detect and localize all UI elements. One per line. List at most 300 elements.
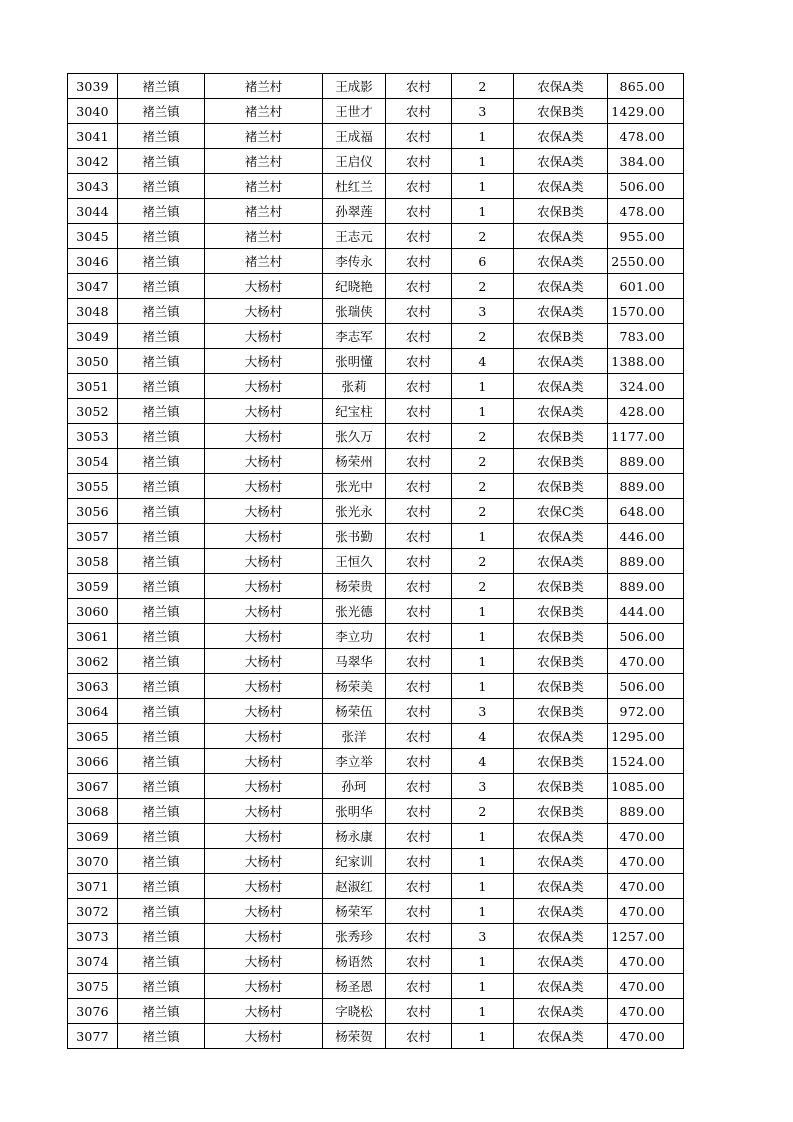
cell-count: 1: [452, 974, 514, 999]
cell-id: 3051: [68, 374, 118, 399]
cell-village: 褚兰村: [205, 249, 323, 274]
cell-town: 褚兰镇: [118, 249, 205, 274]
cell-type: 农村: [386, 624, 452, 649]
cell-type: 农村: [386, 649, 452, 674]
cell-category: 农保A类: [514, 249, 608, 274]
cell-town: 褚兰镇: [118, 724, 205, 749]
cell-id: 3040: [68, 99, 118, 124]
cell-type: 农村: [386, 124, 452, 149]
cell-type: 农村: [386, 374, 452, 399]
cell-village: 大杨村: [205, 274, 323, 299]
table-row: [68, 124, 684, 149]
cell-id: 3076: [68, 999, 118, 1024]
cell-amount: 648.00: [608, 499, 684, 524]
cell-count: 1: [452, 524, 514, 549]
cell-amount: 384.00: [608, 149, 684, 174]
cell-count: 1: [452, 849, 514, 874]
table-row: [68, 774, 684, 799]
cell-type: 农村: [386, 949, 452, 974]
cell-id: 3050: [68, 349, 118, 374]
cell-name: 杨荣贵: [323, 574, 386, 599]
cell-count: 4: [452, 724, 514, 749]
cell-town: 褚兰镇: [118, 824, 205, 849]
cell-count: 2: [452, 324, 514, 349]
cell-name: 杨圣恩: [323, 974, 386, 999]
cell-count: 1: [452, 824, 514, 849]
cell-category: 农保B类: [514, 449, 608, 474]
cell-amount: 889.00: [608, 549, 684, 574]
cell-id: 3063: [68, 674, 118, 699]
cell-town: 褚兰镇: [118, 849, 205, 874]
cell-category: 农保B类: [514, 624, 608, 649]
cell-id: 3072: [68, 899, 118, 924]
cell-town: 褚兰镇: [118, 274, 205, 299]
cell-count: 4: [452, 349, 514, 374]
cell-id: 3053: [68, 424, 118, 449]
cell-count: 1: [452, 949, 514, 974]
cell-type: 农村: [386, 774, 452, 799]
cell-category: 农保A类: [514, 74, 608, 99]
cell-town: 褚兰镇: [118, 949, 205, 974]
cell-id: 3058: [68, 549, 118, 574]
cell-category: 农保B类: [514, 599, 608, 624]
table-row: [68, 724, 684, 749]
cell-town: 褚兰镇: [118, 974, 205, 999]
cell-name: 张莉: [323, 374, 386, 399]
cell-village: 大杨村: [205, 974, 323, 999]
cell-count: 3: [452, 699, 514, 724]
cell-category: 农保A类: [514, 874, 608, 899]
cell-count: 3: [452, 774, 514, 799]
cell-amount: 444.00: [608, 599, 684, 624]
cell-id: 3045: [68, 224, 118, 249]
table-row: [68, 899, 684, 924]
cell-category: 农保B类: [514, 649, 608, 674]
cell-village: 大杨村: [205, 474, 323, 499]
cell-town: 褚兰镇: [118, 124, 205, 149]
cell-amount: 446.00: [608, 524, 684, 549]
cell-category: 农保A类: [514, 149, 608, 174]
cell-type: 农村: [386, 274, 452, 299]
table-row: [68, 749, 684, 774]
cell-type: 农村: [386, 449, 452, 474]
cell-count: 1: [452, 124, 514, 149]
cell-name: 马翠华: [323, 649, 386, 674]
cell-village: 褚兰村: [205, 149, 323, 174]
table-row: [68, 424, 684, 449]
cell-category: 农保A类: [514, 974, 608, 999]
table-row: [68, 524, 684, 549]
cell-town: 褚兰镇: [118, 899, 205, 924]
cell-type: 农村: [386, 549, 452, 574]
cell-amount: 470.00: [608, 849, 684, 874]
cell-count: 1: [452, 624, 514, 649]
cell-id: 3047: [68, 274, 118, 299]
cell-name: 张光永: [323, 499, 386, 524]
cell-type: 农村: [386, 324, 452, 349]
cell-type: 农村: [386, 699, 452, 724]
cell-amount: 478.00: [608, 124, 684, 149]
cell-category: 农保A类: [514, 274, 608, 299]
cell-town: 褚兰镇: [118, 499, 205, 524]
cell-category: 农保A类: [514, 924, 608, 949]
cell-category: 农保A类: [514, 724, 608, 749]
table-row: [68, 699, 684, 724]
table-row: [68, 1024, 684, 1049]
cell-name: 张久万: [323, 424, 386, 449]
cell-name: 张秀珍: [323, 924, 386, 949]
cell-count: 1: [452, 174, 514, 199]
cell-amount: 470.00: [608, 824, 684, 849]
table-row: [68, 449, 684, 474]
cell-village: 大杨村: [205, 574, 323, 599]
cell-name: 杨语然: [323, 949, 386, 974]
cell-category: 农保B类: [514, 774, 608, 799]
cell-town: 褚兰镇: [118, 424, 205, 449]
cell-id: 3071: [68, 874, 118, 899]
table-row: [68, 649, 684, 674]
cell-village: 大杨村: [205, 999, 323, 1024]
cell-category: 农保B类: [514, 674, 608, 699]
cell-town: 褚兰镇: [118, 74, 205, 99]
cell-town: 褚兰镇: [118, 99, 205, 124]
cell-town: 褚兰镇: [118, 999, 205, 1024]
table-row: [68, 599, 684, 624]
table-row: [68, 324, 684, 349]
table-row: [68, 949, 684, 974]
cell-amount: 889.00: [608, 449, 684, 474]
cell-village: 大杨村: [205, 374, 323, 399]
cell-id: 3065: [68, 724, 118, 749]
cell-amount: 601.00: [608, 274, 684, 299]
cell-type: 农村: [386, 249, 452, 274]
cell-amount: 1429.00: [608, 99, 684, 124]
cell-category: 农保B类: [514, 799, 608, 824]
cell-count: 2: [452, 224, 514, 249]
cell-name: 王成影: [323, 74, 386, 99]
cell-count: 3: [452, 924, 514, 949]
cell-id: 3056: [68, 499, 118, 524]
cell-name: 张明华: [323, 799, 386, 824]
cell-name: 李志军: [323, 324, 386, 349]
cell-count: 3: [452, 299, 514, 324]
cell-name: 杨荣美: [323, 674, 386, 699]
cell-name: 张瑞侠: [323, 299, 386, 324]
cell-id: 3068: [68, 799, 118, 824]
cell-amount: 889.00: [608, 474, 684, 499]
table-row: [68, 874, 684, 899]
cell-type: 农村: [386, 599, 452, 624]
cell-village: 大杨村: [205, 949, 323, 974]
cell-count: 3: [452, 99, 514, 124]
cell-amount: 506.00: [608, 174, 684, 199]
cell-town: 褚兰镇: [118, 549, 205, 574]
cell-village: 褚兰村: [205, 74, 323, 99]
cell-village: 大杨村: [205, 449, 323, 474]
cell-amount: 324.00: [608, 374, 684, 399]
table-row: [68, 499, 684, 524]
cell-id: 3055: [68, 474, 118, 499]
cell-village: 大杨村: [205, 399, 323, 424]
cell-village: 褚兰村: [205, 174, 323, 199]
cell-type: 农村: [386, 874, 452, 899]
cell-name: 张明懂: [323, 349, 386, 374]
cell-category: 农保A类: [514, 849, 608, 874]
cell-name: 孙翠莲: [323, 199, 386, 224]
table-body: [68, 74, 684, 1049]
cell-town: 褚兰镇: [118, 149, 205, 174]
cell-amount: 470.00: [608, 649, 684, 674]
cell-type: 农村: [386, 399, 452, 424]
table-row: [68, 924, 684, 949]
cell-town: 褚兰镇: [118, 749, 205, 774]
cell-id: 3044: [68, 199, 118, 224]
cell-town: 褚兰镇: [118, 874, 205, 899]
cell-amount: 889.00: [608, 799, 684, 824]
cell-count: 2: [452, 74, 514, 99]
cell-count: 1: [452, 674, 514, 699]
cell-name: 杨永康: [323, 824, 386, 849]
cell-name: 李立举: [323, 749, 386, 774]
cell-name: 杜红兰: [323, 174, 386, 199]
cell-village: 大杨村: [205, 799, 323, 824]
table-row: [68, 349, 684, 374]
cell-category: 农保A类: [514, 949, 608, 974]
table-row: [68, 474, 684, 499]
cell-type: 农村: [386, 674, 452, 699]
cell-amount: 1177.00: [608, 424, 684, 449]
cell-village: 褚兰村: [205, 99, 323, 124]
cell-category: 农保A类: [514, 549, 608, 574]
cell-id: 3066: [68, 749, 118, 774]
cell-name: 杨荣伍: [323, 699, 386, 724]
cell-town: 褚兰镇: [118, 299, 205, 324]
table-row: [68, 199, 684, 224]
table-row: [68, 224, 684, 249]
cell-count: 1: [452, 874, 514, 899]
cell-amount: 1570.00: [608, 299, 684, 324]
cell-village: 大杨村: [205, 924, 323, 949]
table-row: [68, 274, 684, 299]
cell-name: 张书勤: [323, 524, 386, 549]
cell-count: 1: [452, 649, 514, 674]
cell-name: 赵淑红: [323, 874, 386, 899]
cell-count: 1: [452, 599, 514, 624]
cell-amount: 1388.00: [608, 349, 684, 374]
cell-amount: 470.00: [608, 999, 684, 1024]
cell-category: 农保A类: [514, 399, 608, 424]
cell-category: 农保A类: [514, 224, 608, 249]
cell-village: 大杨村: [205, 299, 323, 324]
cell-name: 孙珂: [323, 774, 386, 799]
cell-type: 农村: [386, 499, 452, 524]
table-row: [68, 974, 684, 999]
cell-category: 农保A类: [514, 174, 608, 199]
cell-town: 褚兰镇: [118, 449, 205, 474]
cell-village: 褚兰村: [205, 199, 323, 224]
cell-category: 农保B类: [514, 574, 608, 599]
cell-id: 3075: [68, 974, 118, 999]
cell-id: 3064: [68, 699, 118, 724]
cell-amount: 1295.00: [608, 724, 684, 749]
cell-id: 3069: [68, 824, 118, 849]
cell-village: 褚兰村: [205, 124, 323, 149]
cell-village: 大杨村: [205, 874, 323, 899]
cell-amount: 506.00: [608, 624, 684, 649]
table-row: [68, 149, 684, 174]
cell-village: 褚兰村: [205, 224, 323, 249]
table-row: [68, 299, 684, 324]
cell-village: 大杨村: [205, 899, 323, 924]
cell-type: 农村: [386, 224, 452, 249]
cell-amount: 470.00: [608, 949, 684, 974]
cell-village: 大杨村: [205, 774, 323, 799]
cell-town: 褚兰镇: [118, 699, 205, 724]
table-row: [68, 849, 684, 874]
cell-type: 农村: [386, 799, 452, 824]
cell-village: 大杨村: [205, 499, 323, 524]
cell-category: 农保A类: [514, 1024, 608, 1049]
cell-village: 大杨村: [205, 424, 323, 449]
cell-name: 李立功: [323, 624, 386, 649]
table-row: [68, 399, 684, 424]
cell-count: 2: [452, 474, 514, 499]
cell-village: 大杨村: [205, 599, 323, 624]
cell-name: 王启仪: [323, 149, 386, 174]
table-row: [68, 74, 684, 99]
cell-town: 褚兰镇: [118, 524, 205, 549]
cell-type: 农村: [386, 574, 452, 599]
cell-type: 农村: [386, 424, 452, 449]
cell-count: 2: [452, 449, 514, 474]
cell-category: 农保B类: [514, 199, 608, 224]
table-row: [68, 374, 684, 399]
cell-category: 农保B类: [514, 99, 608, 124]
cell-count: 1: [452, 399, 514, 424]
cell-town: 褚兰镇: [118, 399, 205, 424]
cell-village: 大杨村: [205, 849, 323, 874]
cell-town: 褚兰镇: [118, 574, 205, 599]
cell-village: 大杨村: [205, 649, 323, 674]
cell-category: 农保B类: [514, 474, 608, 499]
cell-name: 纪家训: [323, 849, 386, 874]
cell-count: 2: [452, 799, 514, 824]
cell-count: 2: [452, 499, 514, 524]
cell-name: 纪晓艳: [323, 274, 386, 299]
cell-type: 农村: [386, 199, 452, 224]
cell-village: 大杨村: [205, 524, 323, 549]
cell-name: 李传永: [323, 249, 386, 274]
cell-amount: 1085.00: [608, 774, 684, 799]
cell-town: 褚兰镇: [118, 1024, 205, 1049]
table-row: [68, 174, 684, 199]
cell-name: 王世才: [323, 99, 386, 124]
cell-count: 2: [452, 549, 514, 574]
cell-name: 纪宝柱: [323, 399, 386, 424]
cell-id: 3054: [68, 449, 118, 474]
table-row: [68, 549, 684, 574]
cell-town: 褚兰镇: [118, 374, 205, 399]
cell-id: 3061: [68, 624, 118, 649]
table-row: [68, 99, 684, 124]
cell-name: 张光德: [323, 599, 386, 624]
cell-count: 4: [452, 749, 514, 774]
cell-town: 褚兰镇: [118, 599, 205, 624]
cell-category: 农保B类: [514, 424, 608, 449]
table-row: [68, 999, 684, 1024]
table-row: [68, 249, 684, 274]
cell-id: 3057: [68, 524, 118, 549]
cell-amount: 478.00: [608, 199, 684, 224]
cell-category: 农保B类: [514, 324, 608, 349]
cell-category: 农保B类: [514, 699, 608, 724]
cell-town: 褚兰镇: [118, 199, 205, 224]
cell-type: 农村: [386, 174, 452, 199]
cell-type: 农村: [386, 299, 452, 324]
cell-name: 王志元: [323, 224, 386, 249]
cell-count: 1: [452, 899, 514, 924]
cell-type: 农村: [386, 149, 452, 174]
cell-category: 农保A类: [514, 374, 608, 399]
table-row: [68, 574, 684, 599]
cell-count: 1: [452, 199, 514, 224]
cell-amount: 2550.00: [608, 249, 684, 274]
cell-amount: 955.00: [608, 224, 684, 249]
cell-id: 3060: [68, 599, 118, 624]
cell-name: 杨荣州: [323, 449, 386, 474]
cell-town: 褚兰镇: [118, 649, 205, 674]
cell-name: 王成福: [323, 124, 386, 149]
cell-count: 6: [452, 249, 514, 274]
cell-name: 张洋: [323, 724, 386, 749]
cell-name: 王恒久: [323, 549, 386, 574]
cell-category: 农保A类: [514, 524, 608, 549]
cell-village: 大杨村: [205, 749, 323, 774]
cell-id: 3070: [68, 849, 118, 874]
cell-id: 3059: [68, 574, 118, 599]
cell-category: 农保B类: [514, 749, 608, 774]
cell-type: 农村: [386, 524, 452, 549]
cell-id: 3077: [68, 1024, 118, 1049]
cell-count: 2: [452, 574, 514, 599]
cell-amount: 470.00: [608, 899, 684, 924]
cell-type: 农村: [386, 849, 452, 874]
cell-name: 杨荣军: [323, 899, 386, 924]
cell-amount: 1257.00: [608, 924, 684, 949]
cell-type: 农村: [386, 824, 452, 849]
cell-category: 农保A类: [514, 899, 608, 924]
cell-category: 农保A类: [514, 349, 608, 374]
cell-id: 3046: [68, 249, 118, 274]
cell-id: 3052: [68, 399, 118, 424]
cell-count: 2: [452, 424, 514, 449]
cell-amount: 783.00: [608, 324, 684, 349]
cell-village: 大杨村: [205, 1024, 323, 1049]
cell-type: 农村: [386, 974, 452, 999]
cell-town: 褚兰镇: [118, 349, 205, 374]
cell-id: 3039: [68, 74, 118, 99]
table-row: [68, 824, 684, 849]
cell-amount: 506.00: [608, 674, 684, 699]
cell-id: 3067: [68, 774, 118, 799]
cell-amount: 889.00: [608, 574, 684, 599]
cell-id: 3062: [68, 649, 118, 674]
cell-type: 农村: [386, 749, 452, 774]
cell-type: 农村: [386, 1024, 452, 1049]
cell-town: 褚兰镇: [118, 924, 205, 949]
cell-count: 1: [452, 374, 514, 399]
cell-amount: 470.00: [608, 974, 684, 999]
